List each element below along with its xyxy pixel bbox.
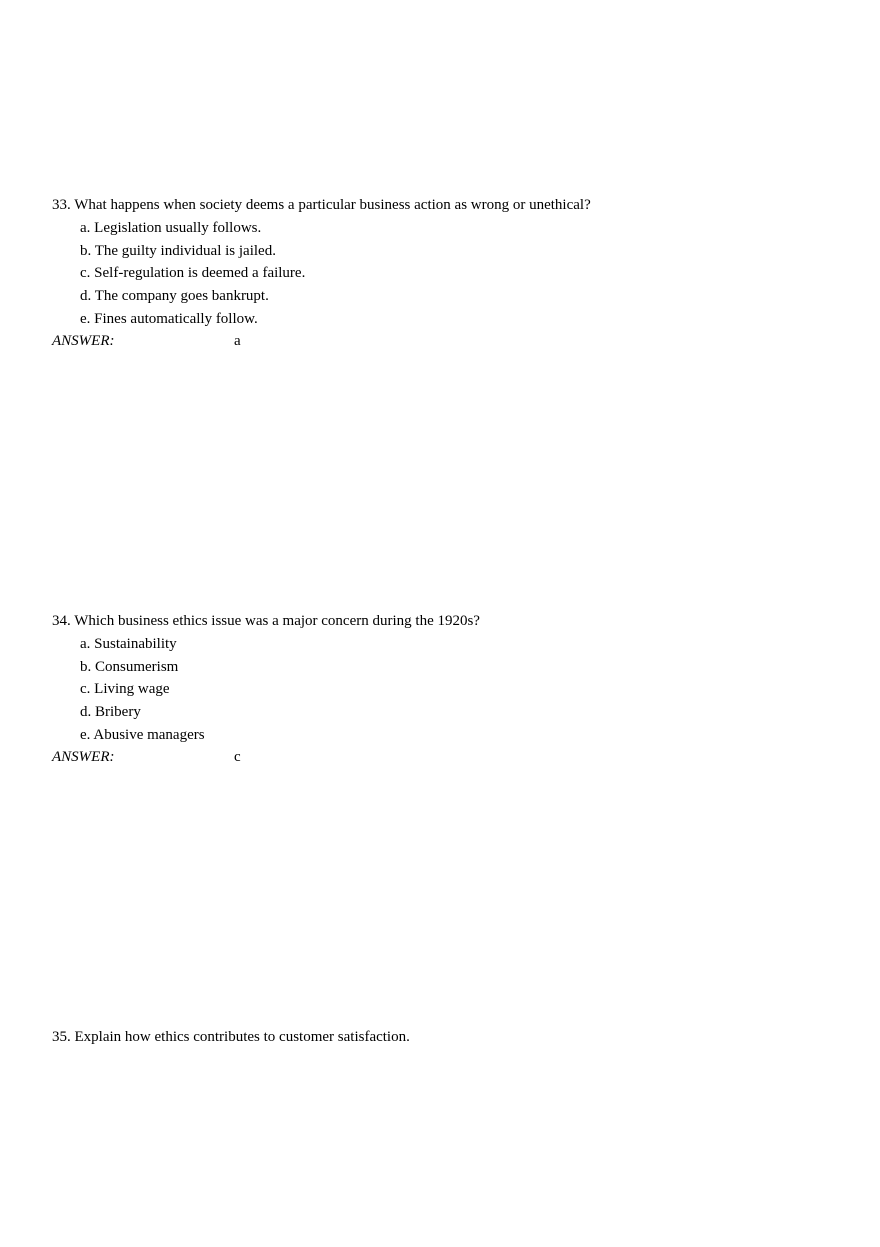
option-letter: d. bbox=[80, 288, 92, 305]
option-d bbox=[52, 702, 832, 722]
option-text: Legislation usually follows. bbox=[94, 219, 262, 236]
question-number: 33. bbox=[52, 197, 71, 213]
option-letter: a. bbox=[80, 219, 91, 236]
option-letter: b. bbox=[80, 242, 92, 259]
option-b bbox=[52, 657, 832, 677]
option-d bbox=[52, 286, 832, 306]
option-text: Fines automatically follow. bbox=[94, 310, 258, 327]
question-stem bbox=[52, 1027, 832, 1047]
question-34 bbox=[52, 611, 832, 767]
question-number: 35. bbox=[52, 1029, 71, 1045]
question-35 bbox=[52, 1027, 832, 1047]
option-list bbox=[52, 218, 832, 329]
option-letter: a. bbox=[80, 635, 91, 652]
option-letter: e. bbox=[80, 726, 91, 743]
question-stem bbox=[52, 195, 832, 215]
option-b bbox=[52, 241, 832, 261]
answer-value: a bbox=[234, 332, 241, 349]
question-33 bbox=[52, 195, 832, 351]
option-e bbox=[52, 725, 832, 745]
option-text: Living wage bbox=[94, 681, 170, 698]
option-list bbox=[52, 634, 832, 745]
option-text: Consumerism bbox=[95, 658, 179, 675]
question-stem bbox=[52, 611, 832, 631]
option-a bbox=[52, 634, 832, 654]
answer-row bbox=[52, 331, 832, 351]
option-c bbox=[52, 263, 832, 283]
option-letter: c. bbox=[80, 265, 91, 282]
question-number: 34. bbox=[52, 613, 71, 629]
option-text: The company goes bankrupt. bbox=[94, 288, 269, 305]
answer-label: ANSWER: bbox=[52, 332, 115, 349]
answer-row bbox=[52, 747, 832, 767]
answer-value: c bbox=[234, 748, 241, 765]
option-letter: d. bbox=[80, 704, 92, 721]
question-text: Which business ethics issue was a major concern during the 1920s? bbox=[74, 613, 480, 629]
option-text: Sustainability bbox=[94, 635, 177, 652]
option-text: The guilty individual is jailed. bbox=[94, 242, 276, 259]
option-c bbox=[52, 679, 832, 699]
option-letter: c. bbox=[80, 681, 91, 698]
option-a bbox=[52, 218, 832, 238]
option-text: Self-regulation is deemed a failure. bbox=[94, 265, 306, 282]
question-text: Explain how ethics contributes to customer satisfaction. bbox=[74, 1029, 410, 1045]
option-text: Abusive managers bbox=[93, 726, 205, 743]
option-letter: e. bbox=[80, 310, 91, 327]
option-text: Bribery bbox=[95, 704, 141, 721]
answer-label: ANSWER: bbox=[52, 748, 115, 765]
question-text: What happens when society deems a particular business action as wrong or unethical? bbox=[74, 197, 591, 213]
option-letter: b. bbox=[80, 658, 92, 675]
option-e bbox=[52, 309, 832, 329]
